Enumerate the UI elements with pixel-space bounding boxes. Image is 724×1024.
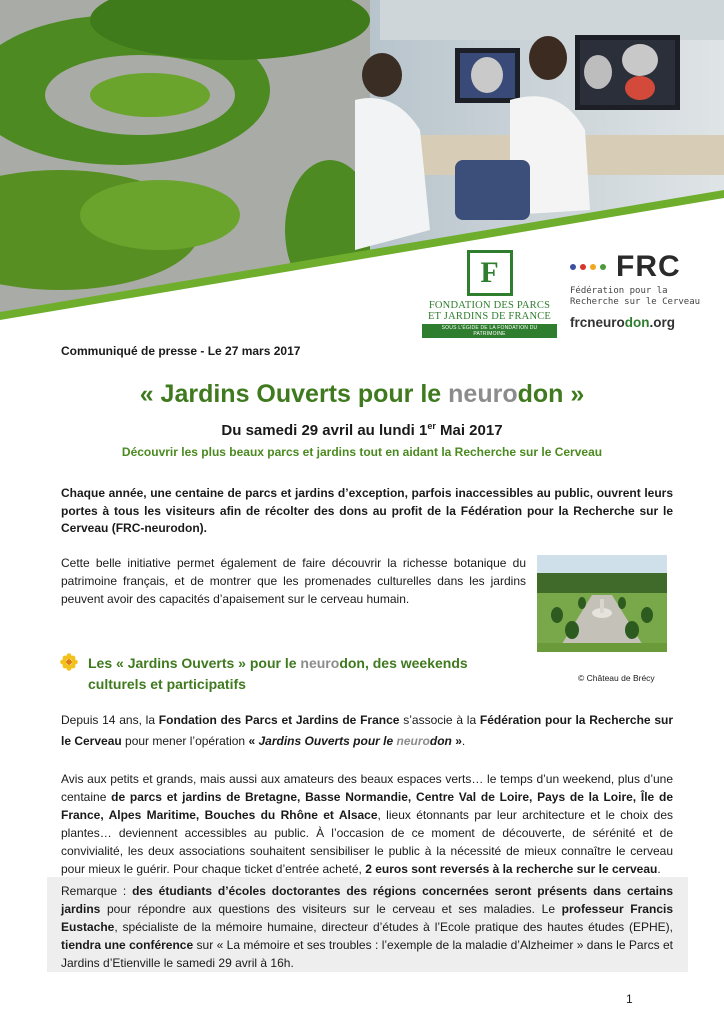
title-part2: » [563, 380, 585, 408]
garden-photo [537, 555, 667, 652]
frc-logo-row [570, 250, 710, 284]
frc-wordmark: FRC [616, 250, 681, 283]
section-part2: don, des weekends [339, 655, 468, 671]
fondation-parcs-jardins-logo [422, 250, 557, 338]
fpjf-emblem [467, 250, 513, 296]
fpjf-letter: F [480, 256, 499, 289]
paragraph-initiative: Cette belle initiative permet également de faire découvrir la richesse botanique du patrimoine français, et de montrer que les promenades culturelles dans les jardins peuvent avoir des capacités d’apaisement sur le cerveau humain. [61, 556, 526, 606]
flower-icon [60, 653, 78, 671]
page-number: 1 [626, 992, 633, 1006]
frc-subtitle-line2: Recherche sur le Cerveau [570, 297, 701, 307]
remark-paragraph: Remarque : des étudiants d’écoles doctorantes des régions concernées seront présents dans certains jardins pour répondre aux questions des visiteurs sur le cerveau et ses maladies. Le professeur Francis Eustache, spécialiste de la mémoire humaine, directeur d’études à l’Ecole pratique des hautes études (EPHE), tiendra une conférence sur « La mémoire et ses troubles : l’exemple de la maladie d’Alzheimer » dans le Parcs et Jardins d’Etienville le samedi 29 avril à 16h. [61, 884, 673, 970]
intro-paragraph: Chaque année, une centaine de parcs et jardins d’exception, parfois inaccessibles au public, ouvrent leurs portes à tous les visiteurs afin de récolter des dons au profit de la Fédération pour la Recherche sur le Cerveau (FRC-neurodon). [61, 486, 673, 535]
fpjf-name [422, 300, 557, 322]
event-dates [0, 421, 724, 439]
title-part1: « Jardins Ouverts pour le [139, 380, 449, 408]
frc-subtitle [570, 286, 710, 308]
section-neuro: neuro [300, 655, 340, 671]
dates-text1: Du samedi 29 avril au lundi 1 [221, 422, 428, 439]
dates-text2: Mai 2017 [435, 422, 503, 439]
paragraph-details: Avis aux petits et grands, mais aussi aux amateurs des beaux espaces verts… le temps d’un weekend, plus d’une centaine de parcs et jardins de Bretagne, Basse Normandie, Centre Val de Loire, Pays de la Loire, Île de France, Alpes Maritime, Bouches du Rhône et Alsace, lieux étonnants par leur architecture et le choix des plantes… deviennent accessibles au public. À l’occasion de ce moment de découverte, de sérénité et de convivialité, les deux associations souhaitent sensibiliser le public à la nécessité de mieux connaître le cerveau pour mieux le guérir. Pour chaque ticket d’entrée acheté, 2 euros sont reversés à la recherche sur le cerveau. [61, 772, 673, 876]
frc-subtitle-line1: Fédération pour la [570, 286, 668, 296]
frc-url-part2: don [624, 315, 650, 330]
fpjf-subline: SOUS L'ÉGIDE DE LA FONDATION DU PATRIMOINE [422, 324, 557, 338]
fpjf-name-line1: FONDATION DES PARCS [428, 300, 551, 311]
section-heading-line1 [88, 653, 508, 674]
paragraph-partnership: Depuis 14 ans, la Fondation des Parcs et Jardins de France s’associe à la Fédération pour la Recherche sur le Cerveau pour mener l’opération « Jardins Ouverts pour le neurodon ». [61, 713, 674, 748]
frc-url [570, 315, 710, 330]
frc-logo [570, 250, 710, 340]
document-title [0, 380, 724, 409]
photo-credit: © Château de Brécy [578, 673, 655, 683]
section-heading [88, 653, 508, 695]
dates-sup: er [427, 421, 436, 431]
title-neuro: neuro [448, 380, 518, 408]
fpjf-name-line2: ET JARDINS DE FRANCE [427, 311, 552, 322]
tagline: Découvrir les plus beaux parcs et jardins tout en aidant la Recherche sur le Cerveau [121, 445, 603, 459]
section-part1: Les « Jardins Ouverts » pour le [88, 655, 301, 671]
frc-url-part1: frcneuro [570, 315, 625, 330]
title-don: don [517, 380, 564, 408]
section-heading-line2: culturels et participatifs [88, 676, 246, 692]
frc-dots-icon [570, 264, 610, 270]
press-release-date: Communiqué de presse - Le 27 mars 2017 [61, 344, 301, 358]
frc-url-part3: .org [649, 315, 676, 330]
